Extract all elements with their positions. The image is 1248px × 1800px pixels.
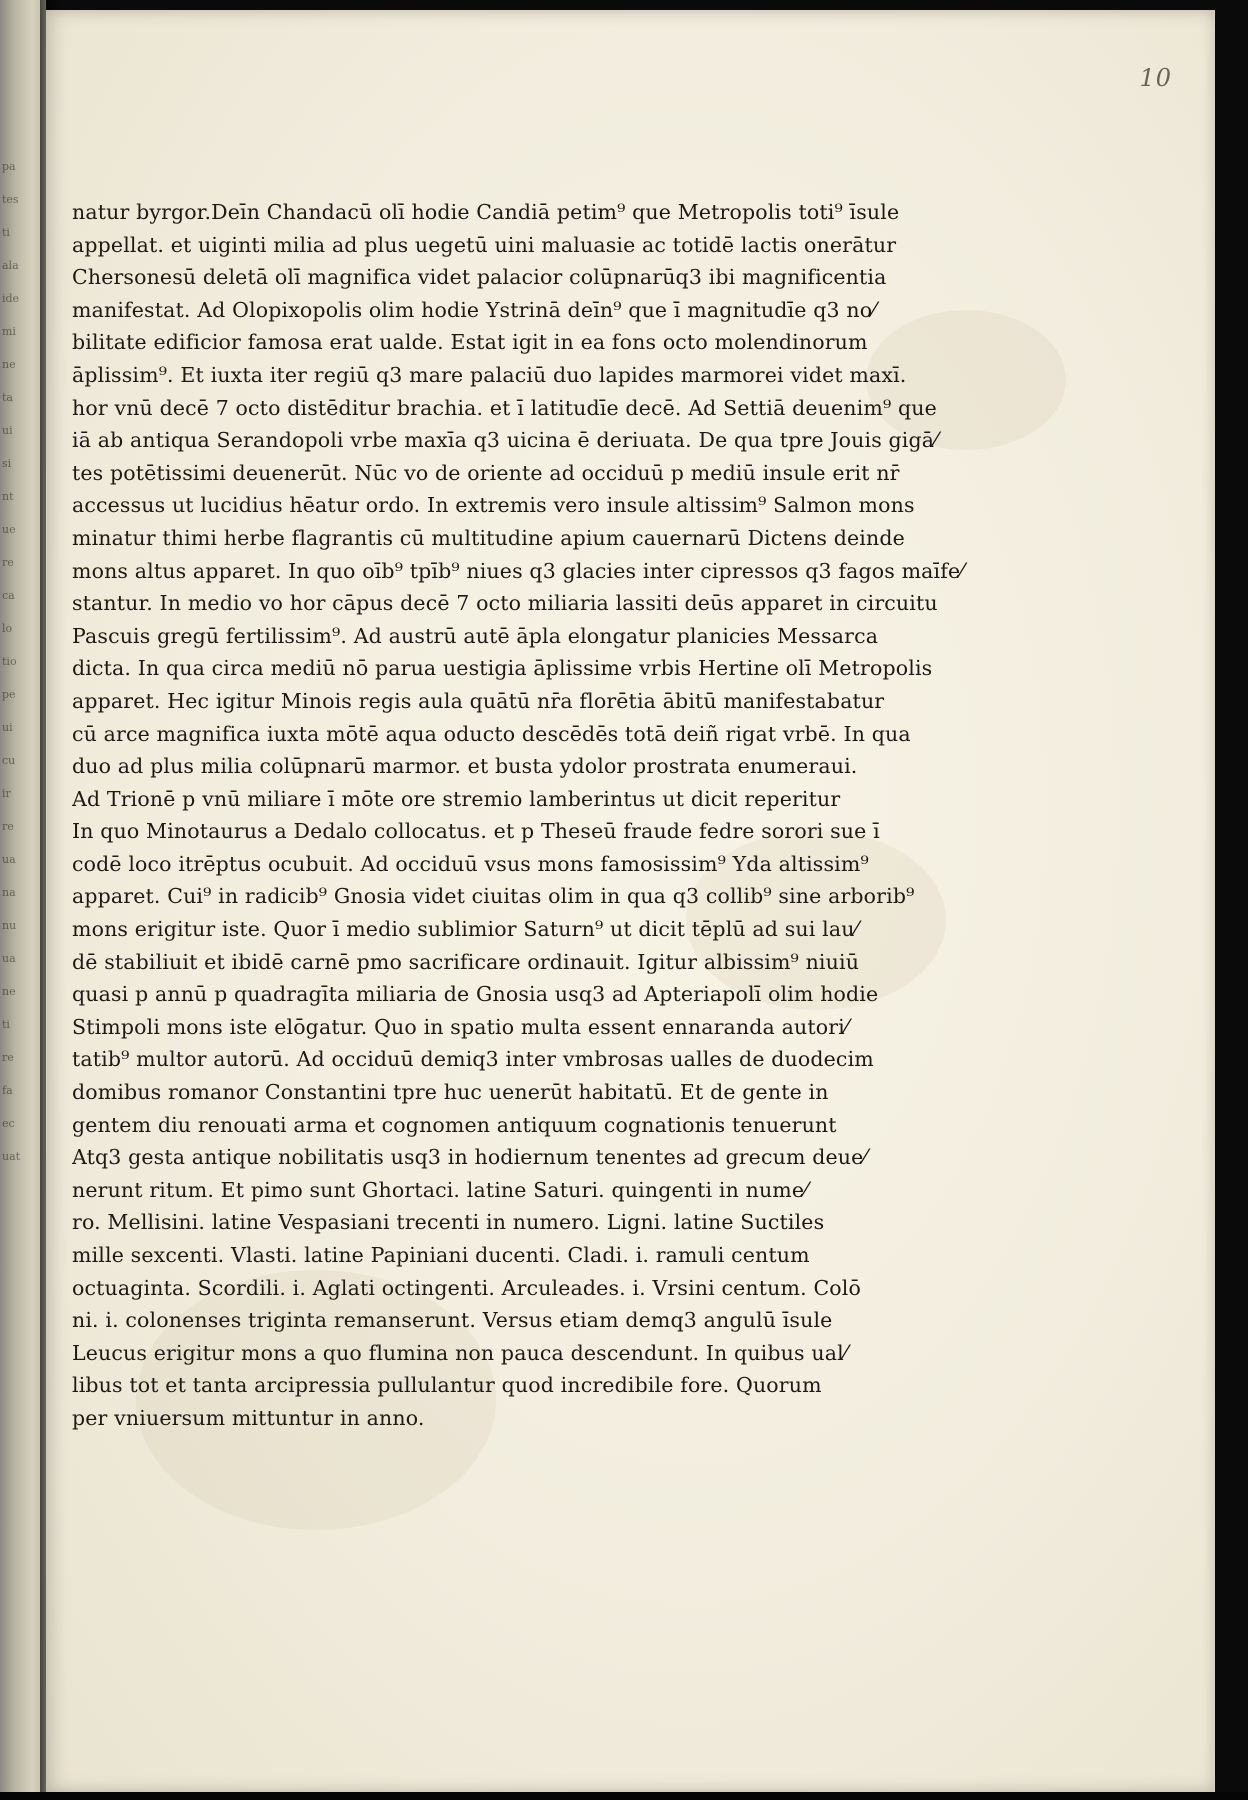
text-line: ro. Mellisini. latine Vespasiani trecenti in numero. Ligni. latine Suctiles bbox=[72, 1210, 825, 1235]
facing-page-fragment: ala bbox=[2, 259, 19, 272]
text-line: mille sexcenti. Vlasti. latine Papiniani ducenti. Cladi. i. ramuli centum bbox=[72, 1243, 810, 1267]
facing-page-fragment: tio bbox=[2, 655, 17, 668]
facing-page-fragment: re bbox=[2, 1051, 14, 1064]
text-line: octuaginta. Scordili. i. Aglati octingenti. Arculeades. i. Vrsini centum. Colō bbox=[72, 1275, 861, 1300]
facing-page-fragment: na bbox=[2, 886, 16, 899]
text-line: Stimpoli mons iste elōgatur. Quo in spatio multa essent ennaranda autori⁄ bbox=[72, 1014, 849, 1039]
facing-page-fragment: nu bbox=[2, 919, 17, 932]
text-line: duo ad plus milia colūpnarū marmor. et busta ydolor prostrata enumeraui. bbox=[72, 754, 858, 779]
facing-page-fragment: ui bbox=[2, 721, 13, 734]
text-line: Leucus erigitur mons a quo flumina non pauca descendunt. In quibus ual⁄ bbox=[72, 1340, 848, 1365]
text-line: per vniuersum mittuntur in anno. bbox=[72, 1405, 425, 1430]
text-line: nerunt ritum. Et pimo sunt Ghortaci. latine Saturi. quingenti in nume⁄ bbox=[72, 1177, 808, 1202]
text-line: Chersonesū deletā olī magnifica videt palacior colūpnarūq3 ibi magnificentia bbox=[72, 265, 887, 290]
text-line: quasi p annū p quadragīta miliaria de Gnosia usq3 ad Apteriapolī olim hodie bbox=[72, 982, 879, 1007]
facing-page-fragment: ta bbox=[2, 391, 13, 404]
facing-page-fragment: pa bbox=[2, 160, 16, 173]
text-line: manifestat. Ad Olopixopolis olim hodie Ystrinā deīn⁹ que ī magnitudīe q3 no⁄ bbox=[72, 297, 876, 322]
facing-page-fragment: ue bbox=[2, 523, 16, 536]
manuscript-leaf bbox=[46, 10, 1215, 1792]
text-line: āplissim⁹. Et iuxta iter regiū q3 mare palaciū duo lapides marmorei videt maxī. bbox=[72, 362, 907, 387]
text-line: In quo Minotaurus a Dedalo collocatus. et p Theseū fraude fedre sorori sue ī bbox=[72, 819, 880, 844]
text-line: iā ab antiqua Serandopoli vrbe maxīa q3 uicina ē deriuata. De qua tpre Jouis gigā⁄ bbox=[72, 428, 938, 453]
facing-page-fragment: ua bbox=[2, 952, 16, 965]
text-line: domibus romanor Constantini tpre huc uenerūt habitatū. Et de gente in bbox=[72, 1080, 829, 1105]
text-line: cū arce magnifica iuxta mōtē aqua oducto descēdēs totā deiñ rigat vrbē. In qua bbox=[72, 721, 911, 746]
facing-page-fragment: ca bbox=[2, 589, 15, 602]
text-line: minatur thimi herbe flagrantis cū multitudine apium cauernarū Dictens deinde bbox=[72, 525, 905, 550]
facing-page-fragment: re bbox=[2, 820, 14, 833]
facing-page-fragment: mi bbox=[2, 325, 16, 338]
text-line: Atq3 gesta antique nobilitatis usq3 in hodiernum tenentes ad grecum deue⁄ bbox=[72, 1145, 867, 1170]
facing-page-fragment: re bbox=[2, 556, 14, 569]
facing-page-fragment: ne bbox=[2, 358, 16, 371]
text-line: Pascuis gregū fertilissim⁹. Ad austrū autē āpla elongatur planicies Messarca bbox=[72, 623, 879, 648]
text-line: mons altus apparet. In quo oīb⁹ tpīb⁹ niues q3 glacies inter cipressos q3 fagos maīfe⁄ bbox=[72, 558, 964, 583]
facing-page-fragment: ne bbox=[2, 985, 16, 998]
text-line: mons erigitur iste. Quor ī medio sublimior Saturn⁹ ut dicit tēplū ad sui lau⁄ bbox=[72, 917, 859, 942]
text-line: tes potētissimi deuenerūt. Nūc vo de oriente ad occiduū p mediū insule erit nr̄ bbox=[72, 460, 900, 485]
text-line: tatib⁹ multor autorū. Ad occiduū demiq3 inter vmbrosas ualles de duodecim bbox=[72, 1047, 874, 1072]
text-line: libus tot et tanta arcipressia pullulantur quod incredibile fore. Quorum bbox=[72, 1373, 822, 1398]
text-line: ni. i. colonenses triginta remanserunt. Versus etiam demq3 angulū īsule bbox=[72, 1308, 833, 1333]
text-line: apparet. Hec igitur Minois regis aula quātū nr̄a florētia ābitū manifestabatur bbox=[72, 688, 885, 713]
text-line: stantur. In medio vo hor cāpus decē 7 octo miliaria lassiti deūs apparet in circuitu bbox=[72, 591, 938, 616]
text-line: Ad Trionē p vnū miliare ī mōte ore stremio lamberintus ut dicit reperitur bbox=[72, 786, 841, 811]
facing-page-fragment: lo bbox=[2, 622, 13, 635]
facing-page-fragment: ti bbox=[2, 1018, 10, 1031]
facing-page-fragment: tes bbox=[2, 193, 19, 206]
facing-page-fragment: si bbox=[2, 457, 12, 470]
facing-page-fragment: pe bbox=[2, 688, 16, 701]
facing-page-fragment: fa bbox=[2, 1084, 13, 1097]
facing-page-fragment: ide bbox=[2, 292, 20, 305]
text-line: dicta. In qua circa mediū nō parua uestigia āplissime vrbis Hertine olī Metropolis bbox=[72, 656, 933, 681]
text-block bbox=[72, 196, 1002, 1435]
text-line: natur byrgor.Deīn Chandacū olī hodie Candiā petim⁹ que Metropolis toti⁹ īsule bbox=[72, 200, 900, 224]
scan-bottom-edge bbox=[0, 1792, 1248, 1800]
text-line: dē stabiliuit et ibidē carnē pmo sacrificare ordinauit. Igitur albissim⁹ niuiū bbox=[72, 949, 860, 974]
facing-page-fragment: ir bbox=[2, 787, 11, 800]
facing-page-fragment: cu bbox=[2, 754, 16, 767]
text-line: codē loco itrēptus ocubuit. Ad occiduū vsus mons famosissim⁹ Yda altissim⁹ bbox=[72, 851, 869, 876]
text-line: bilitate edificior famosa erat ualde. Estat igit in ea fons octo molendinorum bbox=[72, 330, 868, 355]
facing-page-fragment: ua bbox=[2, 853, 16, 866]
facing-page-fragment: uat bbox=[2, 1150, 21, 1163]
facing-page-fragment: ti bbox=[2, 226, 10, 239]
folio-number: 10 bbox=[1139, 64, 1172, 92]
facing-page-fragment: ui bbox=[2, 424, 13, 437]
text-line: accessus ut lucidius hēatur ordo. In extremis vero insule altissim⁹ Salmon mons bbox=[72, 493, 915, 518]
facing-page-fragment: ec bbox=[2, 1117, 15, 1130]
text-line: gentem diu renouati arma et cognomen antiquum cognationis tenuerunt bbox=[72, 1112, 837, 1137]
text-line: appellat. et uiginti milia ad plus uegetū uini maluasie ac totidē lactis onerātur bbox=[72, 232, 897, 257]
text-line: hor vnū decē 7 octo distēditur brachia. et ī latitudīe decē. Ad Settiā deuenim⁹ que bbox=[72, 395, 937, 420]
text-line: apparet. Cui⁹ in radicib⁹ Gnosia videt ciuitas olim in qua q3 collib⁹ sine arborib⁹ bbox=[72, 884, 915, 909]
facing-page-fragment: nt bbox=[2, 490, 14, 503]
